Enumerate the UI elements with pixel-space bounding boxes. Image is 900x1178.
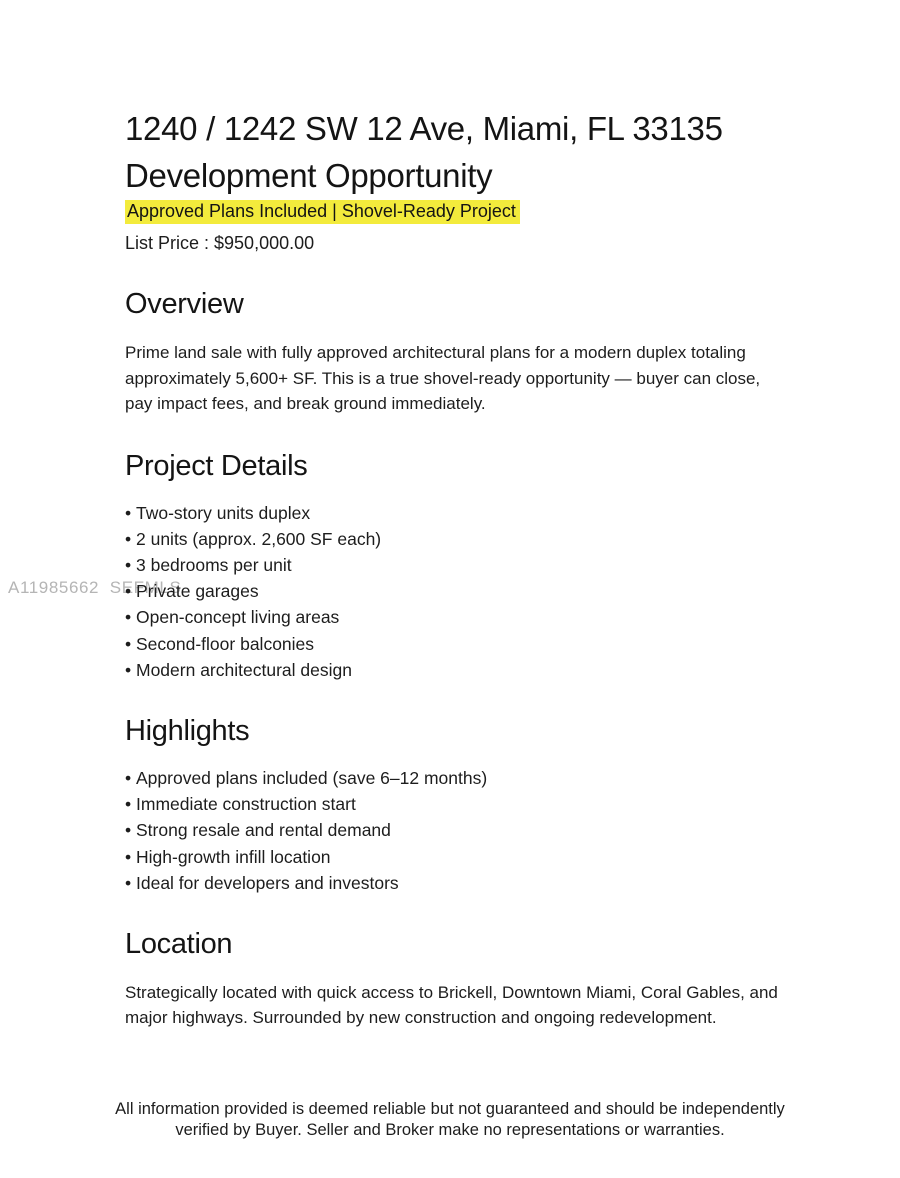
section-heading-overview: Overview [125, 288, 244, 320]
page-title-address: 1240 / 1242 SW 12 Ave, Miami, FL 33135 [125, 110, 723, 147]
highlighted-tagline: Approved Plans Included | Shovel-Ready Project [125, 200, 520, 224]
disclaimer-line: All information provided is deemed reliable but not guaranteed and should be independently [115, 1100, 785, 1118]
section-heading-project-details: Project Details [125, 449, 308, 482]
list-item: • Strong resale and rental demand [125, 817, 810, 843]
list-item: • 3 bedrooms per unit [125, 552, 810, 578]
disclaimer-footer [0, 1099, 900, 1141]
section-heading-location: Location [125, 927, 233, 960]
list-item: • Immediate construction start [125, 791, 810, 817]
list-item: • Ideal for developers and investors [125, 870, 810, 896]
list-item: • Modern architectural design [125, 657, 810, 683]
location-line: Strategically located with quick access to Brickell, Downtown Miami, Coral Gables, and [125, 982, 778, 1002]
mls-watermark: A11985662 SEFMLS [8, 578, 182, 597]
section-heading-highlights: Highlights [125, 714, 250, 747]
list-item: • High-growth infill location [125, 844, 810, 870]
overview-paragraph [125, 340, 810, 417]
page-title-subtitle: Development Opportunity [125, 157, 493, 194]
location-line: major highways. Surrounded by new construction and ongoing redevelopment. [125, 1008, 717, 1028]
disclaimer-line: verified by Buyer. Seller and Broker make no representations or warranties. [175, 1121, 725, 1139]
list-item: • Two-story units duplex [125, 500, 810, 526]
list-price: List Price : $950,000.00 [125, 233, 315, 253]
list-item: • Approved plans included (save 6–12 months) [125, 765, 810, 791]
list-item: • Second-floor balconies [125, 631, 810, 657]
project-details-list [125, 500, 810, 683]
list-item: • Open-concept living areas [125, 604, 810, 630]
highlight-banner-row [125, 200, 810, 224]
list-item: • Private garages [125, 578, 810, 604]
highlights-list [125, 765, 810, 896]
location-paragraph [125, 980, 810, 1031]
list-item: • 2 units (approx. 2,600 SF each) [125, 526, 810, 552]
overview-line: approximately 5,600+ SF. This is a true shovel-ready opportunity — buyer can close, [125, 368, 761, 388]
overview-line: Prime land sale with fully approved architectural plans for a modern duplex totaling [125, 343, 746, 362]
overview-line: pay impact fees, and break ground immediately. [125, 394, 486, 413]
